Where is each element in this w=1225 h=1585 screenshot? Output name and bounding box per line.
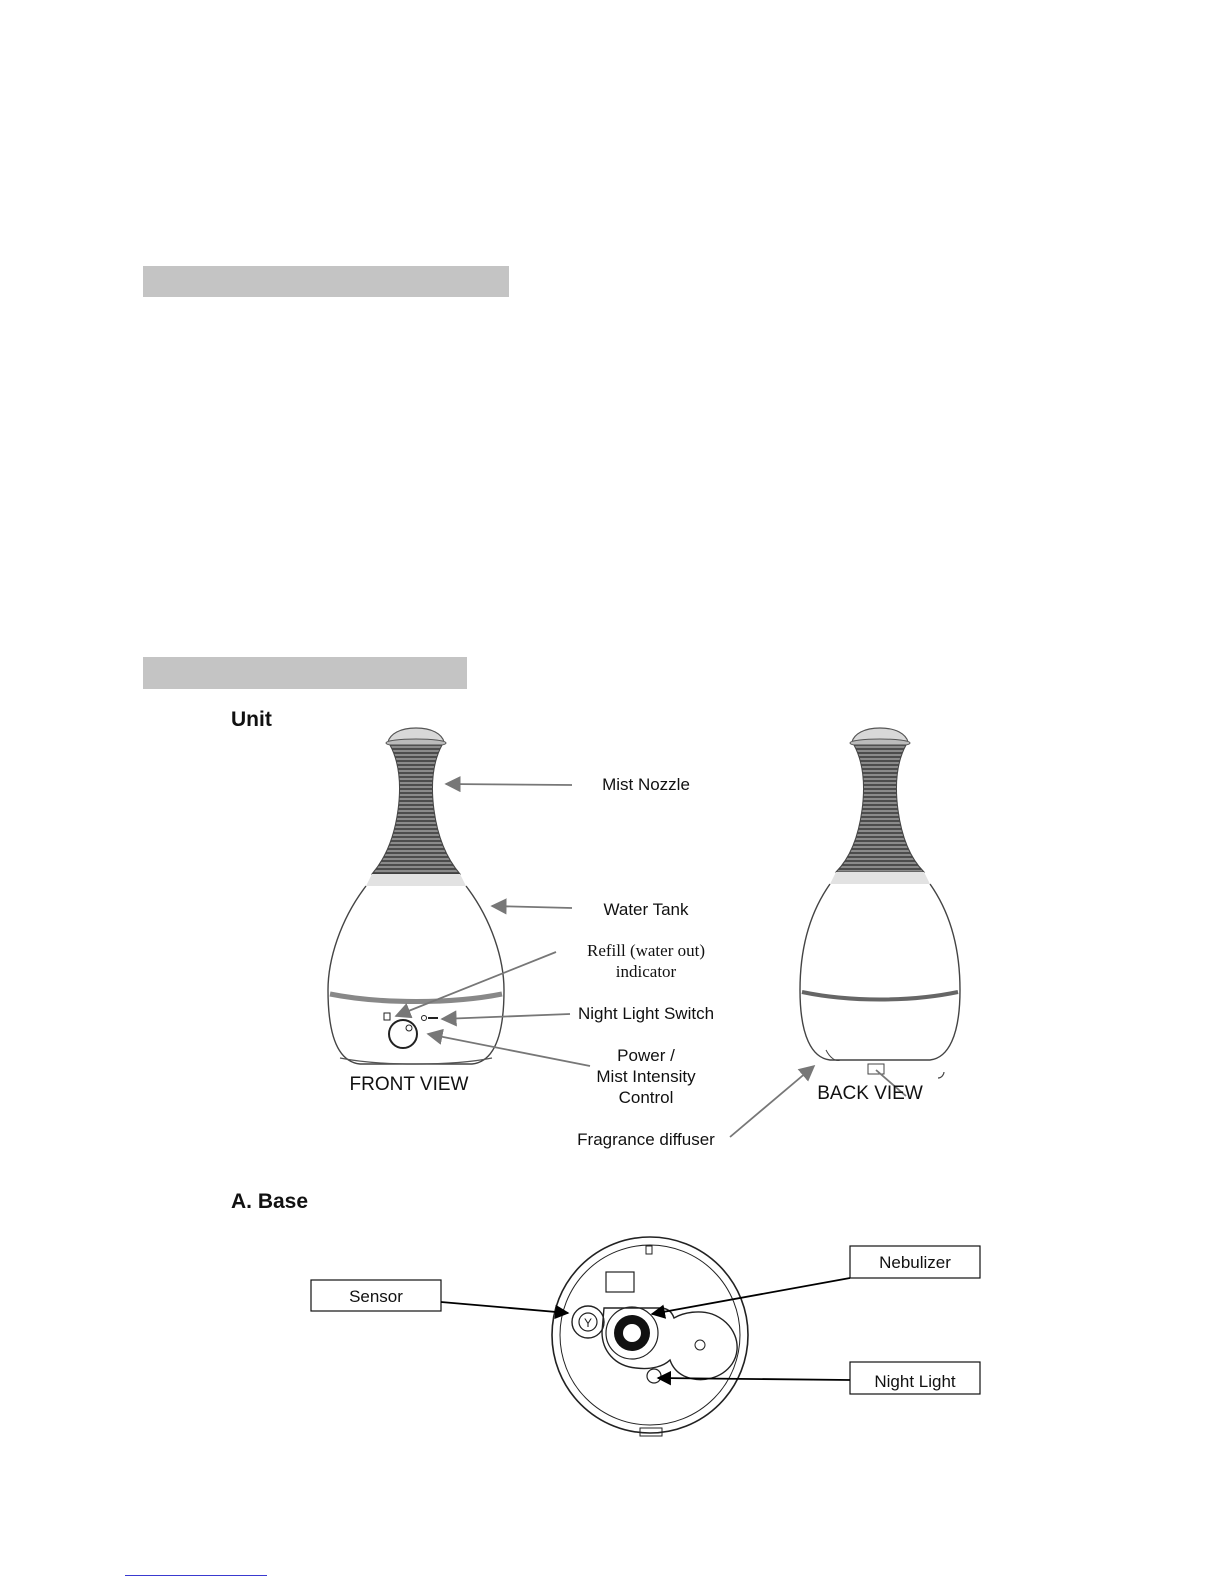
- label-water-tank: Water Tank: [603, 900, 689, 919]
- base-top-view: [552, 1237, 748, 1436]
- label-night-light: Night Light: [874, 1372, 956, 1391]
- label-power-line2: Mist Intensity: [596, 1067, 696, 1086]
- label-nebulizer: Nebulizer: [879, 1253, 951, 1272]
- footnote-rule: [125, 1575, 267, 1576]
- label-mist-nozzle: Mist Nozzle: [602, 775, 690, 794]
- label-back-view: BACK VIEW: [817, 1083, 923, 1104]
- front-view-vase: [328, 728, 504, 1064]
- back-view-vase: [800, 728, 960, 1078]
- label-front-view: FRONT VIEW: [349, 1074, 469, 1095]
- label-power-line3: Control: [618, 1088, 674, 1107]
- label-night-light-switch: Night Light Switch: [577, 1004, 715, 1023]
- label-refill-line2: indicator: [615, 962, 677, 981]
- unit-heading: Unit: [231, 708, 272, 731]
- svg-text:Y: Y: [583, 1316, 593, 1330]
- label-fragrance-diffuser: Fragrance diffuser: [577, 1130, 715, 1149]
- label-refill-line1: Refill (water out): [586, 941, 706, 960]
- label-power-line1: Power /: [617, 1046, 675, 1065]
- base-heading: A. Base: [231, 1190, 309, 1213]
- label-sensor: Sensor: [349, 1287, 403, 1306]
